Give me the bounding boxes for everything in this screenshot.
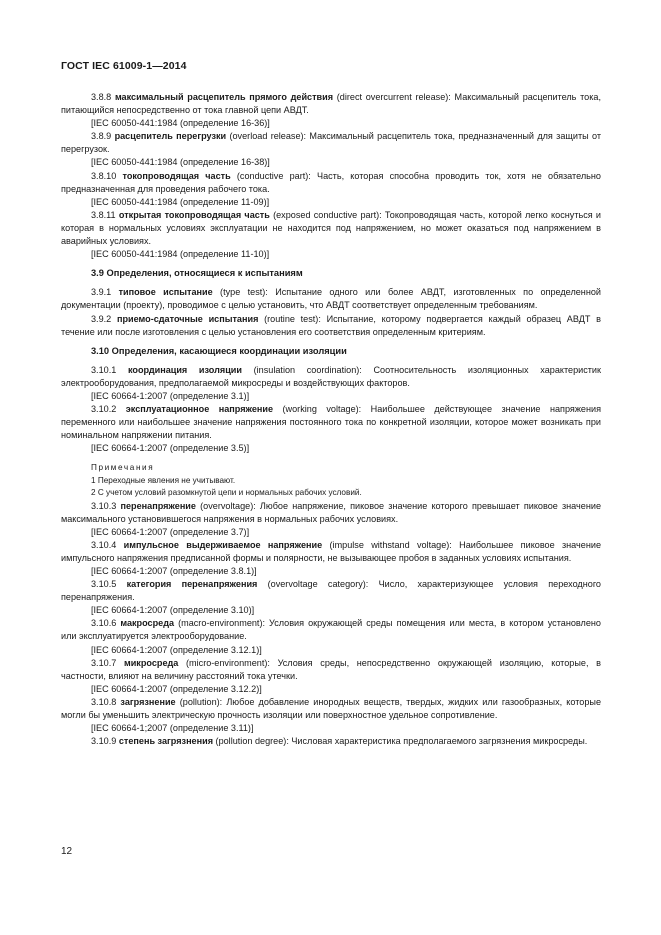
definition-number: 3.10.7 (91, 657, 117, 668)
definition-term: загрязнение (120, 696, 176, 707)
definition-text: (impulse withstand voltage): Наибольшее пиковое значение импульсного напряжения предписанной формы и полярности, не вызывающее пробоя в заданных условиях испытания. (61, 539, 601, 563)
definition-paragraph (61, 735, 601, 748)
definition-paragraph (61, 539, 601, 565)
definition-number: 3.10.6 (91, 618, 117, 629)
definition-paragraph (61, 500, 601, 526)
reference-line: [IEC 60050-441:1984 (определение 11-09)] (91, 196, 270, 207)
reference-line: [IEC 60664-1:2007 (определение 3.7)] (91, 526, 250, 537)
definition-text: (type test): Испытание одного или более АВДТ, изготовленных по определенной документации (проекту), проводимое с целью установить, что АВДТ соответствует определенным требованиям. (61, 287, 601, 311)
definition-paragraph (61, 130, 601, 156)
definition-paragraph (61, 578, 601, 604)
reference-line: [IEC 60664-1:2007 (определение 3.1)] (91, 390, 250, 401)
definition-text: (pollution): Любое добавление инородных веществ, твердых, жидких или газообразных, которые могли бы уменьшить электрическую прочность изоляции или поверхностное удельное сопротивление. (61, 696, 601, 721)
definition-text: (routine test): Испытание, которому подвергается каждый образец АВДТ в течение или после изготовления с целью установления его соответствия определенным критериям. (61, 313, 601, 337)
definition-term: токопроводящая часть (122, 170, 231, 181)
definition-number: 3.10.5 (91, 579, 117, 590)
definition-term: импульсное выдерживаемое напряжение (123, 539, 323, 550)
definition-number: 3.10.9 (91, 736, 117, 747)
definition-text: (working voltage): Наибольшее действующее значение напряжения переменного или наибольшее значение напряжения постоянного тока по конкретной изоляции, которое может возникать при номинальном напряжении питания. (61, 404, 601, 441)
definition-text: (overvoltage category): Число, характеризующее условия переходного перенапряжения. (61, 579, 601, 603)
definition-text: (exposed conductive part): Токопроводящая часть, которой легко коснуться и которая в нормальных условиях эксплуатации не находится под напряжением, но может оказаться под напряжением в аварийных условиях. (61, 209, 602, 247)
definition-number: 3.9.1 (91, 287, 112, 298)
definition-text: (overvoltage): Любое напряжение, пиковое значение которого превышает пиковое значение максимального установившегося напряжения в нормальных рабочих условиях. (61, 500, 601, 524)
definition-term: перенапряжение (120, 500, 196, 511)
page-header: ГОСТ IEC 61009-1—2014 (61, 60, 187, 72)
section-heading: 3.10 Определения, касающиеся координации изоляции (91, 345, 347, 356)
definition-paragraph (61, 617, 601, 643)
definition-text: (pollution degree): Числовая характеристика предполагаемого загрязнения микросреды. (213, 736, 588, 747)
definition-paragraph (61, 657, 601, 683)
notes-heading: Примечания (91, 463, 155, 473)
definition-term: типовое испытание (118, 287, 213, 298)
document-body (61, 91, 601, 748)
definition-paragraph (61, 696, 601, 722)
reference-line: [IEC 60050-441:1984 (определение 11-10)] (91, 249, 270, 260)
definition-text: (micro-environment): Условия среды, непосредственно окружающей изоляцию, которые, в частности, влияют на величину расстояний тока утечки. (61, 657, 601, 681)
definition-paragraph (61, 91, 601, 117)
definition-term: микросреда (123, 657, 179, 668)
page-number: 12 (61, 846, 73, 857)
definition-number: 3.8.8 (91, 92, 112, 102)
definition-number: 3.10.8 (91, 696, 117, 707)
definition-term: эксплуатационное напряжение (125, 404, 274, 415)
definition-term: расцепитель перегрузки (114, 131, 227, 142)
definition-number: 3.9.2 (91, 313, 112, 324)
note-item: 1 Переходные явления не учитывают. (91, 475, 236, 485)
reference-line: [IEC 60664-1;2007 (определение 3.11)] (91, 723, 254, 734)
definition-number: 3.8.10 (91, 170, 117, 181)
reference-line: [IEC 60664-1:2007 (определение 3.10)] (91, 605, 255, 616)
reference-line: [IEC 60050-441:1984 (определение 16-38)] (91, 157, 270, 168)
definition-paragraph (61, 170, 601, 196)
reference-line: [IEC 60664-1:2007 (определение 3.8.1)] (91, 566, 257, 576)
definition-number: 3.8.9 (91, 131, 112, 142)
definition-term: координация изоляции (127, 364, 242, 375)
definition-paragraph (61, 403, 601, 442)
definition-term: максимальный расцепитель прямого действия (114, 92, 334, 102)
definition-number: 3.10.1 (91, 364, 117, 375)
reference-line: [IEC 60664-1:2007 (определение 3.12.2)] (91, 683, 262, 694)
reference-line: [IEC 60664-1:2007 (определение 3.12.1)] (91, 644, 262, 655)
definition-paragraph (61, 286, 601, 312)
definition-number: 3.10.4 (91, 539, 117, 550)
definition-term: приемо-сдаточные испытания (116, 313, 259, 324)
definition-term: категория перенапряжения (126, 579, 258, 590)
definition-text: (macro-environment): Условия окружающей среды помещения или места, в котором установлено или эксплуатируется электрооборудование. (61, 618, 601, 642)
section-heading: 3.9 Определения, относящиеся к испытаниям (91, 268, 303, 279)
definition-term: макросреда (120, 618, 175, 629)
definition-number: 3.8.11 (91, 209, 116, 220)
reference-line: [IEC 60050-441:1984 (определение 16-36)] (91, 118, 270, 129)
definition-paragraph (61, 364, 601, 390)
note-item: 2 С учетом условий разомкнутой цепи и нормальных рабочих условий. (91, 488, 362, 498)
definition-text: (overload release): Максимальный расцепитель тока, предназначенный для защиты от перегрузок. (61, 131, 602, 155)
definition-text: (insulation coordination): Соотносительность изоляционных характеристик электрооборудования, предполагаемой микросреды и воздействующих факторов. (61, 364, 601, 388)
definition-number: 3.10.3 (91, 500, 117, 511)
definition-term: открытая токопроводящая часть (118, 209, 270, 220)
definition-paragraph (61, 313, 601, 339)
definition-paragraph (61, 209, 601, 248)
definition-term: степень загрязнения (118, 736, 214, 747)
reference-line: [IEC 60664-1:2007 (определение 3.5)] (91, 443, 250, 454)
definition-text: (conductive part): Часть, которая способна проводить ток, хотя не обязательно предназначенная для проведения рабочего тока. (61, 170, 601, 194)
definition-number: 3.10.2 (91, 404, 117, 415)
definition-text: (direct overcurrent release): Максимальный расцепитель тока, питающийся непосредственно от тока главной цепи АВДТ. (61, 92, 601, 116)
